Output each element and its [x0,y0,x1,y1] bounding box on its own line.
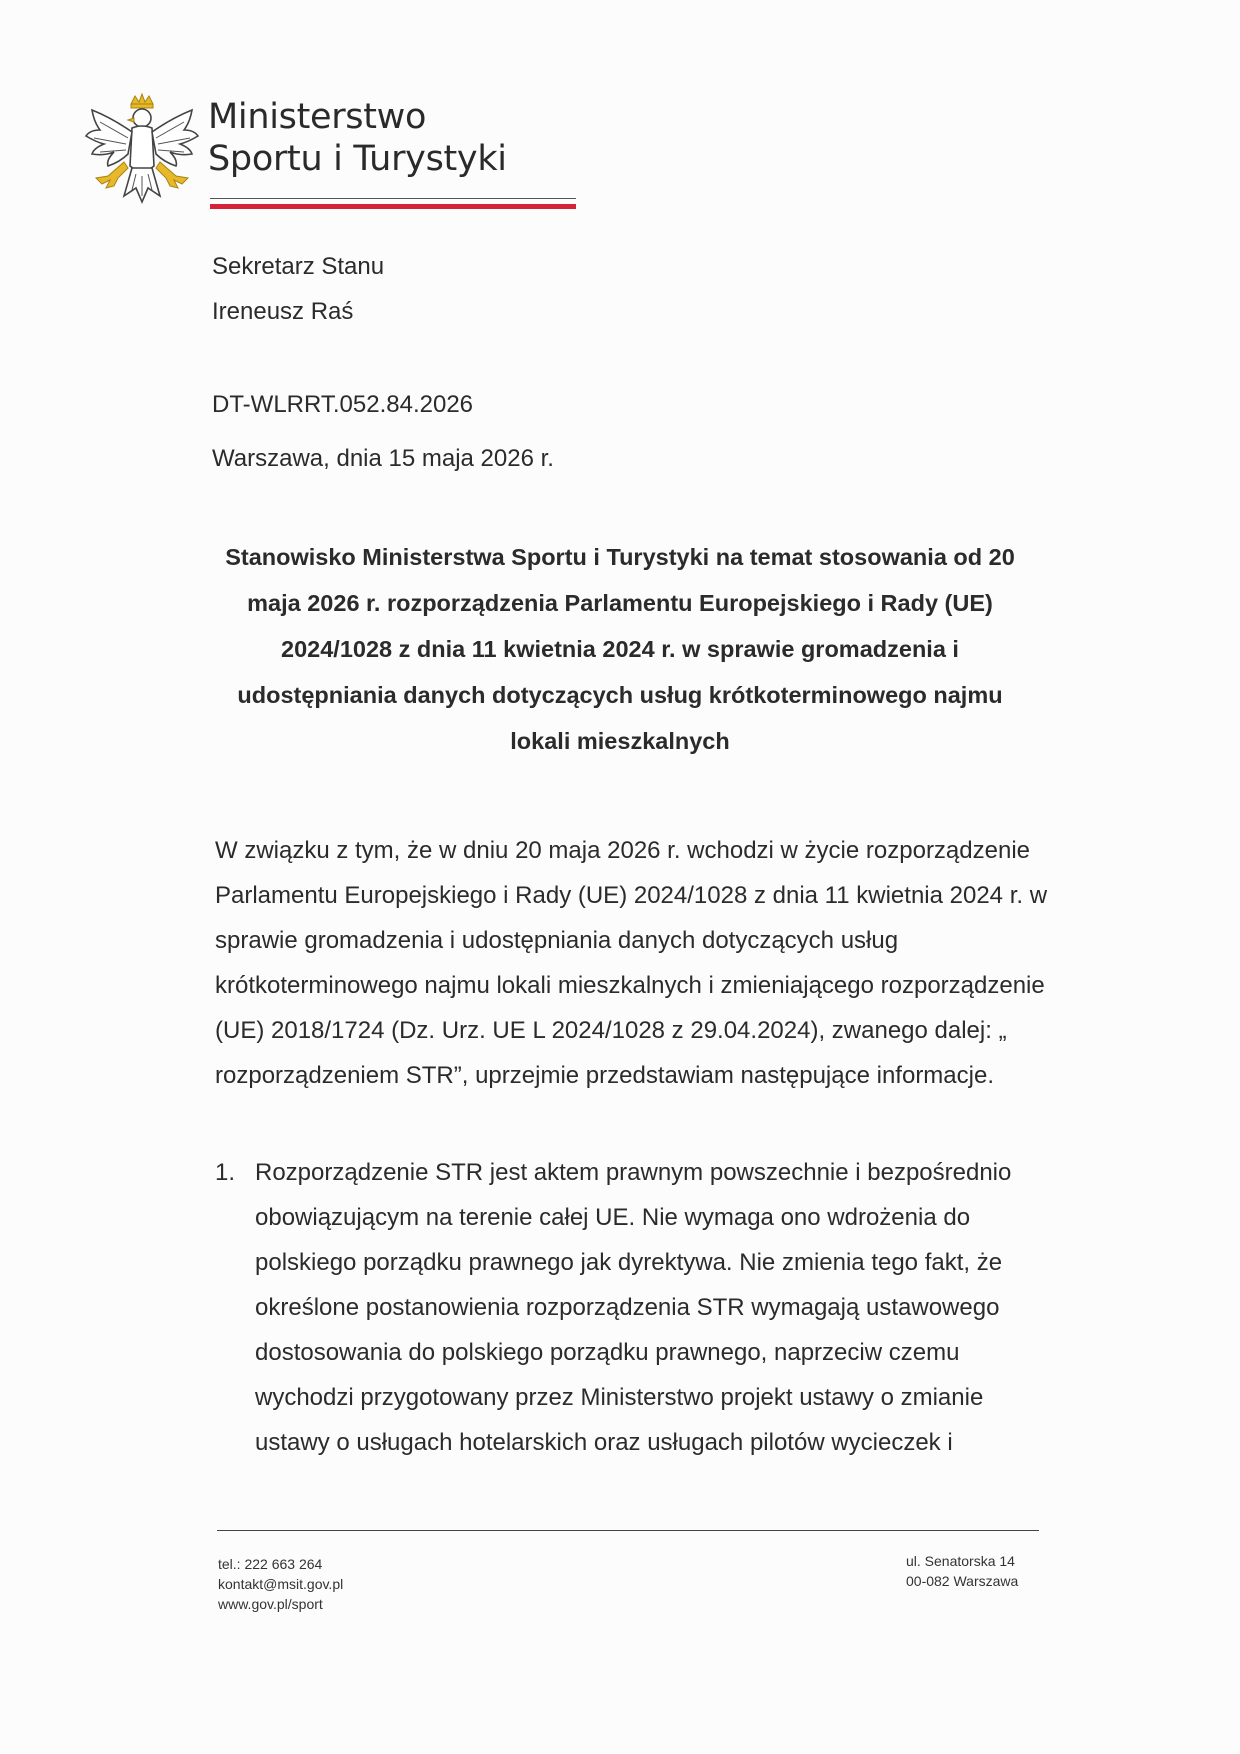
intro-paragraph: W związku z tym, że w dniu 20 maja 2026 r. wchodzi w życie rozporządzenie Parlamentu Europejskiego i Rady (UE) 2024/1028 z dnia 11 kwietnia 2024 r. w sprawie gromadzenia i udostępniania danych dotyczących usług krótkoterminowego najmu lokali mieszkalnych i zmieniającego rozporządzenie (UE) 2018/1724 (Dz. Urz. UE L 2024/1028 z 29.04.2024), zwanego dalej: „ rozporządzeniem STR”, uprzejmie przedstawiam następujące informacje. [215,837,1048,1089]
footer-postal-city: 00-082 Warszawa [906,1573,1019,1589]
sender-position: Sekretarz Stanu [212,253,385,280]
footer-street: ul. Senatorska 14 [906,1553,1015,1569]
footer-website: www.gov.pl/sport [218,1596,323,1612]
header-red-stripe [210,204,576,209]
case-number: DT-WLRRT.052.84.2026 [212,391,474,418]
footer-divider [217,1530,1039,1531]
list-item [215,1150,1051,1465]
footer-email: kontakt@msit.gov.pl [218,1576,344,1592]
footer-phone: tel.: 222 663 264 [218,1556,323,1572]
ministry-name [208,96,507,180]
reference-block [212,378,554,486]
ministry-name-line-1: Ministerstwo [208,97,427,137]
footer-address [906,1551,1018,1591]
place-and-date: Warszawa, dnia 15 maja 2026 r. [212,445,554,472]
list-item-number: 1. [215,1159,236,1186]
ministry-name-line-2: Sportu i Turystyki [208,139,507,179]
list-item-text: Rozporządzenie STR jest aktem prawnym powszechnie i bezpośrednio obowiązującym na terenie całej UE. Nie wymaga ono wdrożenia do polskiego porządku prawnego jak dyrektywa. Nie zmienia tego fakt, że określone postanowienia rozporządzenia STR wymagają ustawowego dostosowania do polskiego porządku prawnego, naprzeciw czemu wychodzi przygotowany przez Ministerstwo projekt ustawy o zmianie ustawy o usługach hotelarskich oraz usługach pilotów wycieczek i [255,1159,1012,1456]
footer-contact [218,1554,343,1614]
sender-name: Ireneusz Raś [212,298,354,325]
numbered-list [215,1150,1051,1465]
sender-block [212,244,384,334]
polish-eagle-emblem-icon [84,92,200,214]
document-title: Stanowisko Ministerstwa Sportu i Turystyki na temat stosowania od 20 maja 2026 r. rozporządzenia Parlamentu Europejskiego i Rady (UE) 2024/1028 z dnia 11 kwietnia 2024 r. w sprawie gromadzenia i udostępniania danych dotyczących usług krótkoterminowego najmu lokali mieszkalnych [225,544,1015,754]
ministry-logo [84,92,507,222]
header-divider-line [210,198,576,199]
